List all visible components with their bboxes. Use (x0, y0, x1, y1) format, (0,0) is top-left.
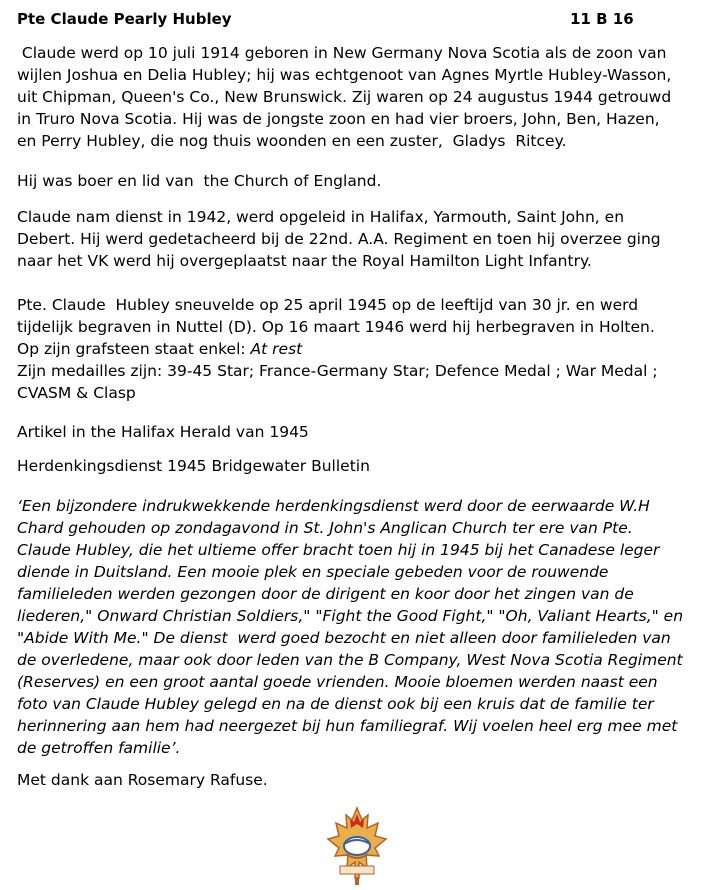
text-line: Pte. Claude Hubley sneuvelde op 25 april 1945 op de leeftijd van 30 jr. en werd (17, 296, 639, 314)
service-paragraph (17, 206, 707, 272)
text-line: Claude werd op 10 juli 1914 geboren in New Germany Nova Scotia als de zoon van (17, 44, 667, 62)
text-line: Debert. Hij werd gedetacheerd bij de 22nd. A.A. Regiment en toen hij overzee ging (17, 230, 661, 248)
memorial-quote (17, 495, 707, 759)
text-line: liederen," Onward Christian Soldiers," "Fight the Good Fight," "Oh, Valiant Hearts," en (17, 607, 684, 625)
maple-leaf-regiment-badge-icon (326, 806, 388, 886)
occupation-paragraph (17, 170, 707, 192)
text-line: Artikel in the Halifax Herald van 1945 (17, 423, 309, 441)
text-line: de overledene, maar ook door leden van the B Company, West Nova Scotia Regiment (17, 651, 683, 669)
text-line: foto van Claude Hubley gelegd en na de dienst ook bij een kruis dat de familie ter (17, 695, 654, 713)
text-line: (Reserves) en een groot aantal goede vrienden. Mooie bloemen werden naast een (17, 673, 658, 691)
text-line: CVASM & Clasp (17, 384, 136, 402)
text-line: Chard gehouden op zondagavond in St. John's Anglican Church ter ere van Pte. (17, 519, 633, 537)
bio-paragraph (17, 42, 707, 152)
text-line: uit Chipman, Queen's Co., New Brunswick. Zij waren op 24 augustus 1944 getrouwd (17, 88, 672, 106)
text-line: de getroffen familie’. (17, 739, 181, 757)
grave-number: 11 B 16 (570, 10, 634, 28)
death-paragraph (17, 294, 707, 404)
headstone-text: At rest (250, 340, 303, 358)
text-line: wijlen Joshua en Delia Hubley; hij was echtgenoot van Agnes Myrtle Hubley-Wasson, (17, 66, 672, 84)
text-line: Claude Hubley, die het ultieme offer bracht toen hij in 1945 bij het Canadese leger (17, 541, 660, 559)
text-line: diende in Duitsland. Een mooie plek en speciale gebeden voor de rouwende (17, 563, 609, 581)
article-reference (17, 421, 707, 443)
text-line: Met dank aan Rosemary Rafuse. (17, 771, 268, 789)
text-line: "Abide With Me." De dienst werd goed bezocht en niet alleen door familieleden van (17, 629, 671, 647)
text-line: ‘Een bijzondere indrukwekkende herdenkingsdienst werd door de eerwaarde W.H (17, 497, 650, 515)
text-line: in Truro Nova Scotia. Hij was de jongste zoon en had vier broers, John, Ben, Hazen, (17, 110, 660, 128)
document-header (17, 10, 677, 32)
bulletin-reference (17, 455, 707, 477)
text-line: Herdenkingsdienst 1945 Bridgewater Bulletin (17, 457, 370, 475)
text-line: naar het VK werd hij overgeplaatst naar the Royal Hamilton Light Infantry. (17, 252, 592, 270)
text-line: familieleden werden gezongen door de dirigent en koor door het zingen van de (17, 585, 634, 603)
text-line: Claude nam dienst in 1942, werd opgeleid in Halifax, Yarmouth, Saint John, en (17, 208, 625, 226)
text-line: Hij was boer en lid van the Church of England. (17, 172, 382, 190)
thanks-line (17, 769, 707, 791)
text-line: en Perry Hubley, die nog thuis woonden en een zuster, Gladys Ritcey. (17, 132, 567, 150)
text-line: tijdelijk begraven in Nuttel (D). Op 16 maart 1946 werd hij herbegraven in Holten. (17, 318, 655, 336)
headstone-prefix: Op zijn grafsteen staat enkel: (17, 340, 251, 358)
text-line: herinnering aan hem had neergezet bij hun familiegraf. Wij voelen heel erg mee met (17, 717, 678, 735)
soldier-name: Pte Claude Pearly Hubley (17, 10, 232, 28)
headstone-line (17, 338, 707, 360)
text-line: Zijn medailles zijn: 39-45 Star; France-Germany Star; Defence Medal ; War Medal ; (17, 362, 658, 380)
